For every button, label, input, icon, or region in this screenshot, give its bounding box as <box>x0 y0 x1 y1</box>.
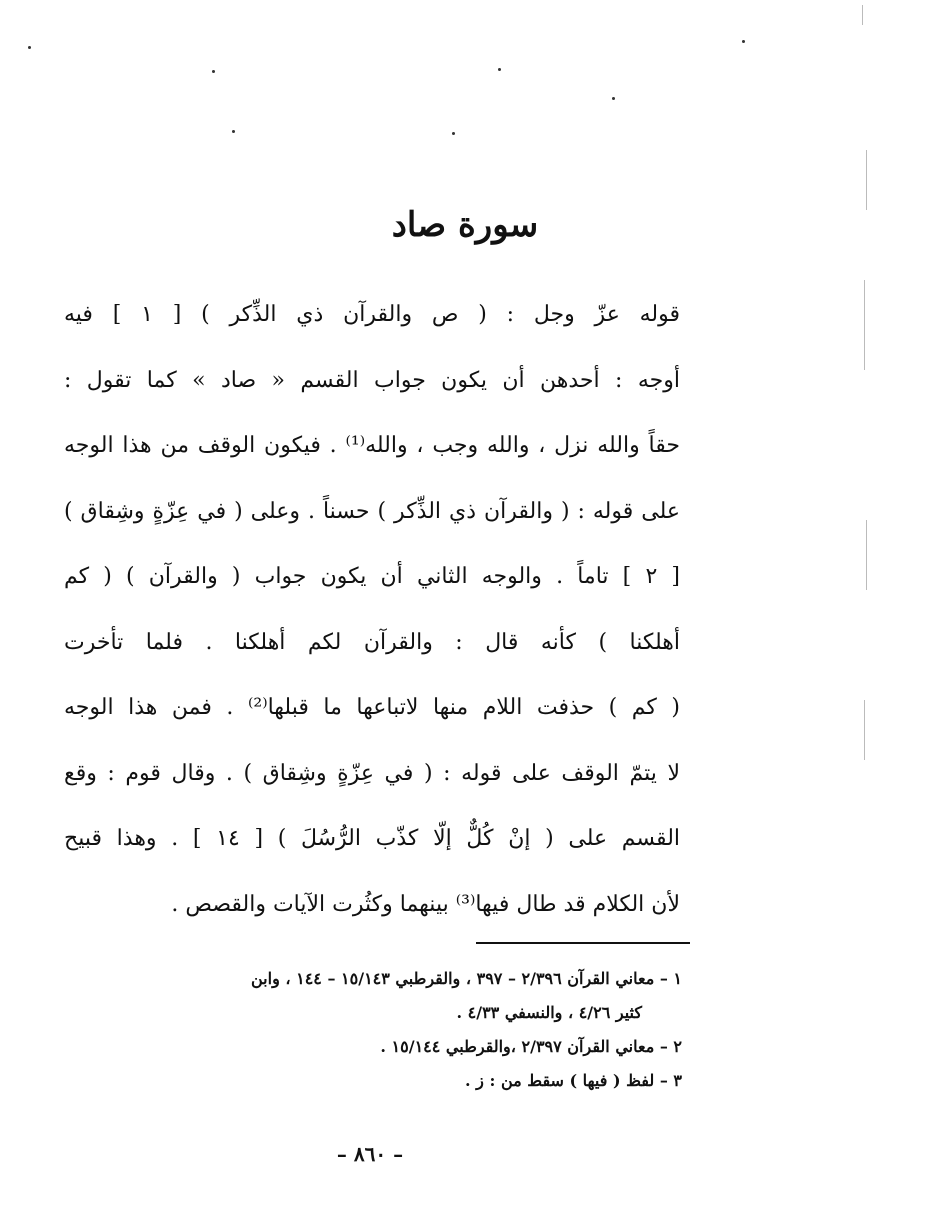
footnote-3: ٣ – لفظ ( فيها ) سقط من : ز . <box>465 1071 682 1090</box>
scan-edge-mark <box>864 700 865 760</box>
scan-speck <box>232 130 235 133</box>
footnote-1: ١ – معاني القرآن ٢/٣٩٦ – ٣٩٧ ، والقرطبي ١٥/١٤٣ – ١٤٤ ، وابن <box>251 969 682 988</box>
scan-edge-mark <box>864 280 865 370</box>
scan-speck <box>612 97 615 100</box>
text-line: أوجه : أحدهن أن يكون جواب القسم « صاد » كما تقول : <box>64 367 680 393</box>
scan-speck <box>742 40 745 43</box>
scan-speck <box>212 70 215 73</box>
text-line: على قوله : ( والقرآن ذي الذِّكر ) حسناً . وعلى ( في عِزّةٍ وشِقاق ) <box>64 498 680 524</box>
footnotes <box>60 962 682 1098</box>
scan-edge-mark <box>866 150 867 210</box>
surah-heading: سورة صاد <box>391 205 539 245</box>
text-line: لا يتمّ الوقف على قوله : ( في عِزّةٍ وشِقاق ) . وقال قوم : وقع <box>64 760 680 786</box>
text-line: أهلكنا ) كأنه قال : والقرآن لكم أهلكنا . فلما تأخرت <box>64 629 680 655</box>
scan-edge-mark <box>862 5 863 25</box>
text-line: ( كم ) حذفت اللام منها لاتباعها ما قبلها⁽²⁾ . فمن هذا الوجه <box>64 695 680 720</box>
text-line: القسم على ( إنْ كُلٌّ إلّا كذّب الرُّسُلَ ) [ ١٤ ] . وهذا قبيح <box>64 826 680 851</box>
scan-speck <box>28 46 31 49</box>
scan-edge-mark <box>866 520 867 590</box>
footnote-1-continuation: كثير ٤/٢٦ ، والنسفي ٤/٣٣ . <box>456 1003 642 1022</box>
text-line: قوله عزّ وجل : ( ص والقرآن ذي الذِّكر ) [ ١ ] فيه <box>64 302 680 327</box>
scan-speck <box>452 132 455 135</box>
page-number: – ٨٦٠ – <box>336 1142 404 1166</box>
body-text <box>64 282 680 937</box>
text-line: حقاً والله نزل ، والله وجب ، والله⁽¹⁾ . فيكون الوقف من هذا الوجه <box>64 433 680 458</box>
footnote-2: ٢ – معاني القرآن ٢/٣٩٧ ،والقرطبي ١٥/١٤٤ . <box>380 1037 682 1056</box>
text-line: لأن الكلام قد طال فيها⁽³⁾ بينهما وكثُرت الآيات والقصص . <box>171 891 680 917</box>
scan-speck <box>498 68 501 71</box>
text-line: [ ٢ ] تاماً . والوجه الثاني أن يكون جواب ( والقرآن ) ( كم <box>64 564 680 589</box>
footnote-divider <box>476 942 690 944</box>
